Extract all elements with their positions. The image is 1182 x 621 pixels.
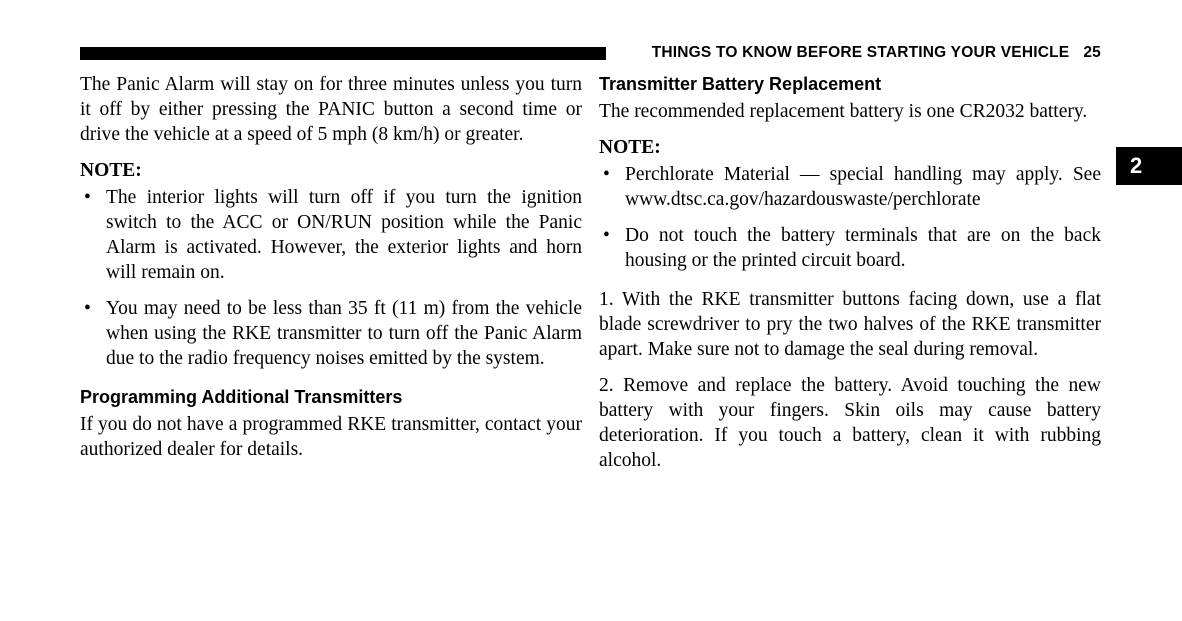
- list-item-text: Do not touch the battery terminals that are on the back housing or the printed circuit board.: [625, 225, 1101, 271]
- bullet-icon: •: [84, 187, 91, 208]
- bullet-icon: •: [603, 225, 610, 246]
- step-one-paragraph: 1. With the RKE transmitter buttons facing down, use a flat blade screwdriver to pry the two halves of the RKE transmitter apart. Make sure not to damage the seal during removal.: [599, 289, 1101, 360]
- page-header: [80, 44, 1101, 66]
- list-item: [599, 223, 1101, 273]
- right-column: [599, 72, 1101, 484]
- list-item-text: Perchlorate Material — special handling may apply. See www.dtsc.ca.gov/hazardouswaste/perchlorate: [625, 164, 1101, 210]
- list-item: [80, 185, 582, 285]
- right-note-list: [599, 162, 1101, 273]
- header-page-number: 25: [1083, 44, 1101, 61]
- programming-transmitters-paragraph: If you do not have a programmed RKE transmitter, contact your authorized dealer for details.: [80, 414, 582, 460]
- step-two-paragraph: 2. Remove and replace the battery. Avoid touching the new battery with your fingers. Skin oils may cause battery deterioration. If you touch a battery, clean it with rubbing alcohol.: [599, 375, 1101, 471]
- chapter-tab-label: 2: [1130, 153, 1143, 178]
- battery-replacement-heading: Transmitter Battery Replacement: [599, 74, 882, 94]
- bullet-icon: •: [603, 164, 610, 185]
- list-item: [80, 296, 582, 371]
- right-note-label: NOTE:: [599, 137, 661, 158]
- bullet-icon: •: [84, 298, 91, 319]
- panic-alarm-paragraph: The Panic Alarm will stay on for three minutes unless you turn it off by either pressing the PANIC button a second time or drive the vehicle at a speed of 5 mph (8 km/h) or greater.: [80, 74, 582, 145]
- left-note-label: NOTE:: [80, 160, 142, 181]
- battery-replacement-paragraph: The recommended replacement battery is one CR2032 battery.: [599, 101, 1088, 122]
- header-rule: [80, 47, 606, 60]
- list-item-text: The interior lights will turn off if you turn the ignition switch to the ACC or ON/RUN position while the Panic Alarm is activated. However, the exterior lights and horn will remain on.: [106, 187, 582, 283]
- chapter-tab: [1116, 147, 1182, 185]
- list-item-text: You may need to be less than 35 ft (11 m) from the vehicle when using the RKE transmitter to turn off the Panic Alarm due to the radio frequency noises emitted by the system.: [106, 298, 582, 369]
- list-item: [599, 162, 1101, 212]
- programming-transmitters-heading: Programming Additional Transmitters: [80, 387, 403, 407]
- left-column: [80, 72, 582, 473]
- header-title-block: [652, 44, 1101, 62]
- header-title: THINGS TO KNOW BEFORE STARTING YOUR VEHICLE: [651, 44, 1070, 61]
- left-note-list: [80, 185, 582, 371]
